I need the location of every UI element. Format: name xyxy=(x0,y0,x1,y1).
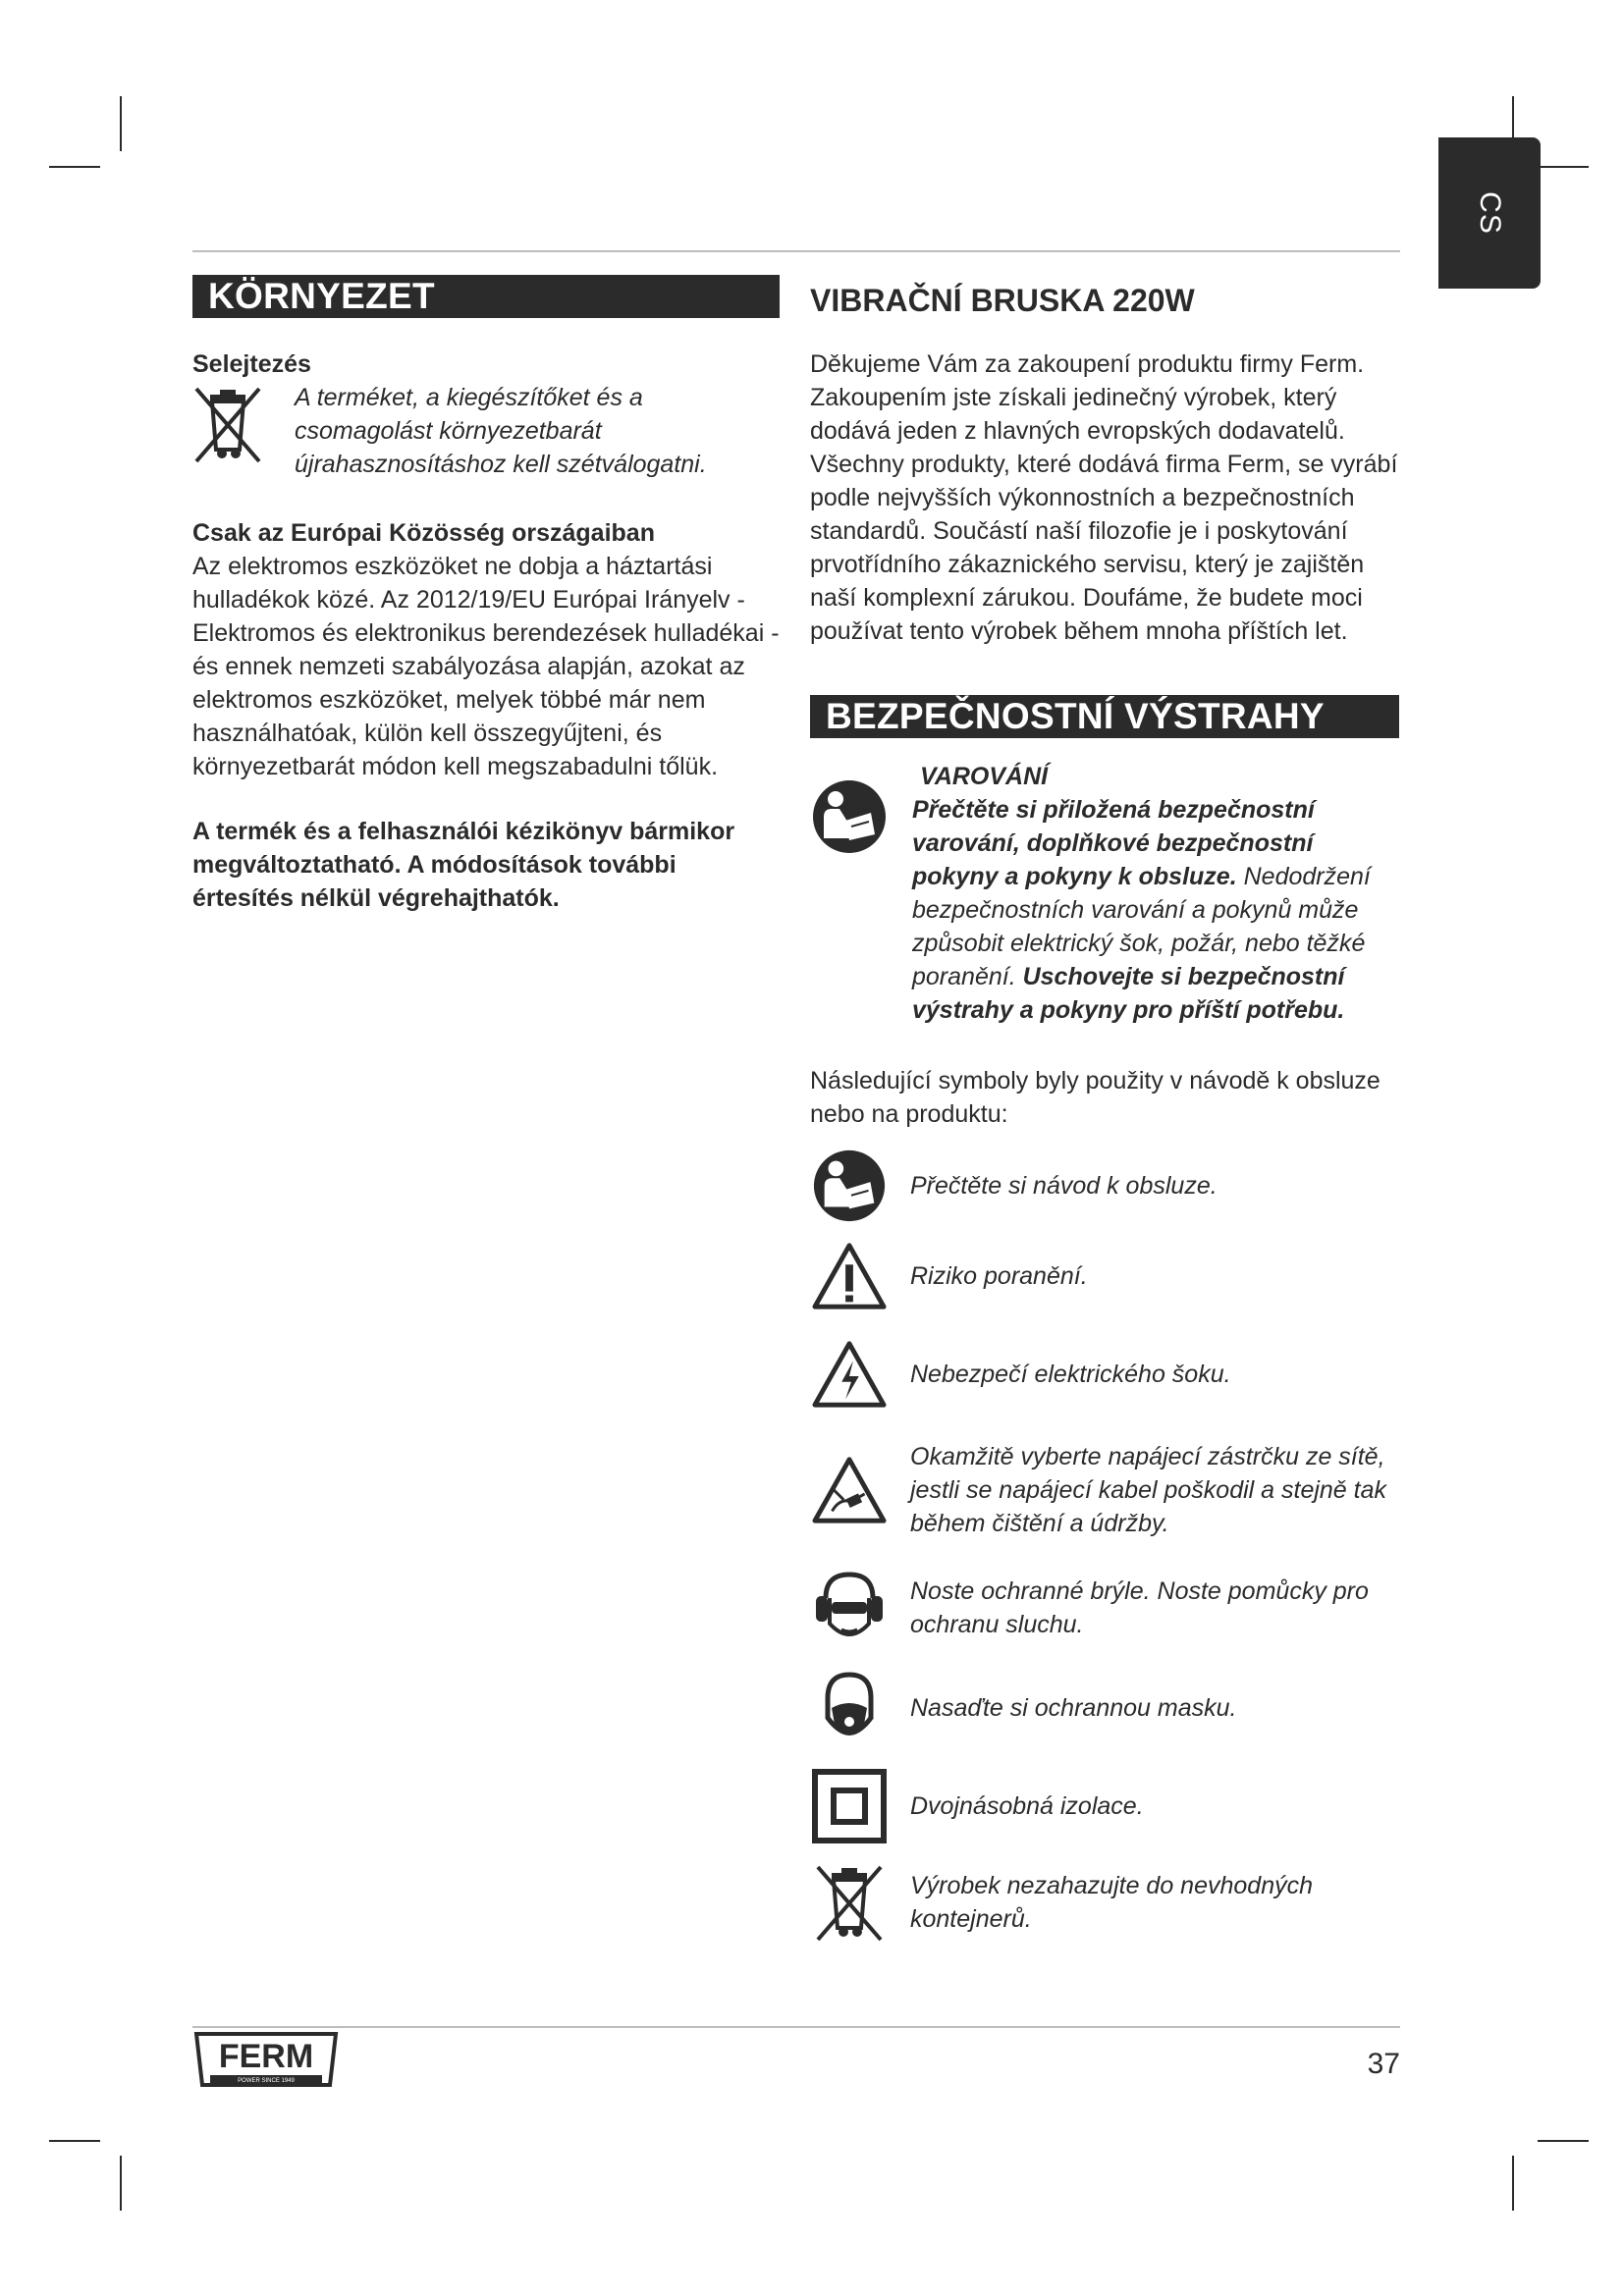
warning-text xyxy=(912,793,1399,1027)
crop-mark xyxy=(49,2140,100,2142)
crop-mark xyxy=(49,166,100,168)
logo-tagline: POWER SINCE 1949 xyxy=(238,2078,295,2084)
crop-mark xyxy=(120,2156,122,2211)
warning-bold-2: Uschovejte si bezpečnostní výstrahy a pokyny pro příští potřebu. xyxy=(912,963,1345,1024)
list-item xyxy=(810,1325,1399,1423)
disposal-text: A terméket, a kiegészítőket és a csomagolást környezetbarát újrahasznosításhoz kell szétválogatni. xyxy=(295,384,707,478)
change-notice: A termék és a felhasználói kézikönyv bármikor megváltoztatható. A módosítások további értesítés nélkül végrehajthatók. xyxy=(192,818,735,912)
list-item xyxy=(810,1227,1399,1325)
intro-text: Děkujeme Vám za zakoupení produktu firmy Ferm. Zakoupením jste získali jedinečný výrobek, který dodává jeden z hlavných evropských dodavatelů. Všechny produkty, které dodává firma Ferm, se vyrábí podle nejvyšších výkonnostních a bezpečnostních standardů. Součástí naší filozofie je i poskytování prvotřídního zákaznického servisu, který je zajištěn naší komplexní zárukou. Doufáme, že budete moci používat tento výrobek během mnoha příštích let. xyxy=(810,350,1398,645)
language-tab xyxy=(1438,137,1541,289)
list-item xyxy=(810,1423,1399,1557)
crop-mark xyxy=(120,96,122,151)
language-tab-label: CS xyxy=(1474,191,1506,235)
symbol-text: Riziko poranění. xyxy=(910,1262,1088,1290)
eu-text: Az elektromos eszközöket ne dobja a háztartási hulladékok közé. Az 2012/19/EU Európai Irányelv - Elektromos és elektronikus berendezések hulladékai - és ennek nemzeti szabályozása alapján, azokat az elektromos eszközöket, melyek többé már nem használhatóak, külön kell összegyűjteni, és környezetbarát módon kell megszabadulni tőlük. xyxy=(192,553,780,780)
symbols-intro: Následující symboly byly použity v návodě k obsluze nebo na produktu: xyxy=(810,1067,1380,1128)
section-header-environment: KÖRNYEZET xyxy=(192,275,780,318)
symbol-text: Výrobek nezahazujte do nevhodných kontejnerů. xyxy=(910,1872,1314,1933)
logo-text: FERM xyxy=(218,2038,314,2075)
warning-title: VAROVÁNÍ xyxy=(920,763,1049,790)
unplug-icon xyxy=(810,1455,889,1525)
symbol-text: Dvojnásobná izolace. xyxy=(910,1792,1144,1820)
weee-bin-icon xyxy=(192,381,271,463)
product-title: VIBRAČNÍ BRUSKA 220W xyxy=(810,283,1195,318)
warning-normal: Nedodržení bezpečnostních varování a pokynů může způsobit elektrický šok, požár, nebo těžké poranění. xyxy=(912,863,1371,990)
disposal-title: Selejtezés xyxy=(192,350,311,378)
read-manual-icon xyxy=(810,1148,889,1224)
goggles-earmuffs-icon xyxy=(810,1569,889,1647)
page-number: 37 xyxy=(1367,2048,1400,2080)
list-item xyxy=(810,1659,1399,1757)
right-column xyxy=(810,275,1399,1949)
top-rule xyxy=(192,250,1400,252)
ferm-logo xyxy=(192,2030,340,2096)
crop-mark xyxy=(1538,166,1589,168)
electric-shock-icon xyxy=(810,1339,889,1410)
symbol-text: Nebezpečí elektrického šoku. xyxy=(910,1361,1231,1388)
list-item xyxy=(810,1557,1399,1659)
warning-triangle-icon xyxy=(810,1241,889,1311)
symbol-text: Noste ochranné brýle. Noste pomůcky pro ochranu sluchu. xyxy=(910,1577,1369,1638)
list-item xyxy=(810,1145,1399,1227)
symbol-text: Okamžitě vyberte napájecí zástrčku ze sítě, jestli se napájecí kabel poškodil a stejně tak během čištění a údržby. xyxy=(910,1443,1387,1537)
weee-bin-icon xyxy=(810,1863,889,1942)
list-item xyxy=(810,1757,1399,1855)
left-column xyxy=(192,275,780,915)
section-header-safety: BEZPEČNOSTNÍ VÝSTRAHY xyxy=(810,695,1399,738)
double-insulation-icon xyxy=(810,1769,889,1843)
list-item xyxy=(810,1855,1399,1949)
symbol-text: Přečtěte si návod k obsluze. xyxy=(910,1172,1218,1200)
read-manual-icon xyxy=(810,760,889,856)
eu-title: Csak az Európai Közösség országaiban xyxy=(192,519,655,547)
symbol-text: Nasaďte si ochrannou masku. xyxy=(910,1694,1237,1722)
disposal-block xyxy=(192,381,780,481)
bottom-rule xyxy=(192,2026,1400,2028)
dust-mask-icon xyxy=(810,1669,889,1747)
crop-mark xyxy=(1512,2156,1514,2211)
symbols-list xyxy=(810,1145,1399,1949)
crop-mark xyxy=(1538,2140,1589,2142)
warning-block xyxy=(810,760,1399,1027)
warning-bold-1: Přečtěte si přiložená bezpečnostní varování, doplňkové bezpečnostní pokyny a pokyny k obsluze. xyxy=(912,796,1315,890)
